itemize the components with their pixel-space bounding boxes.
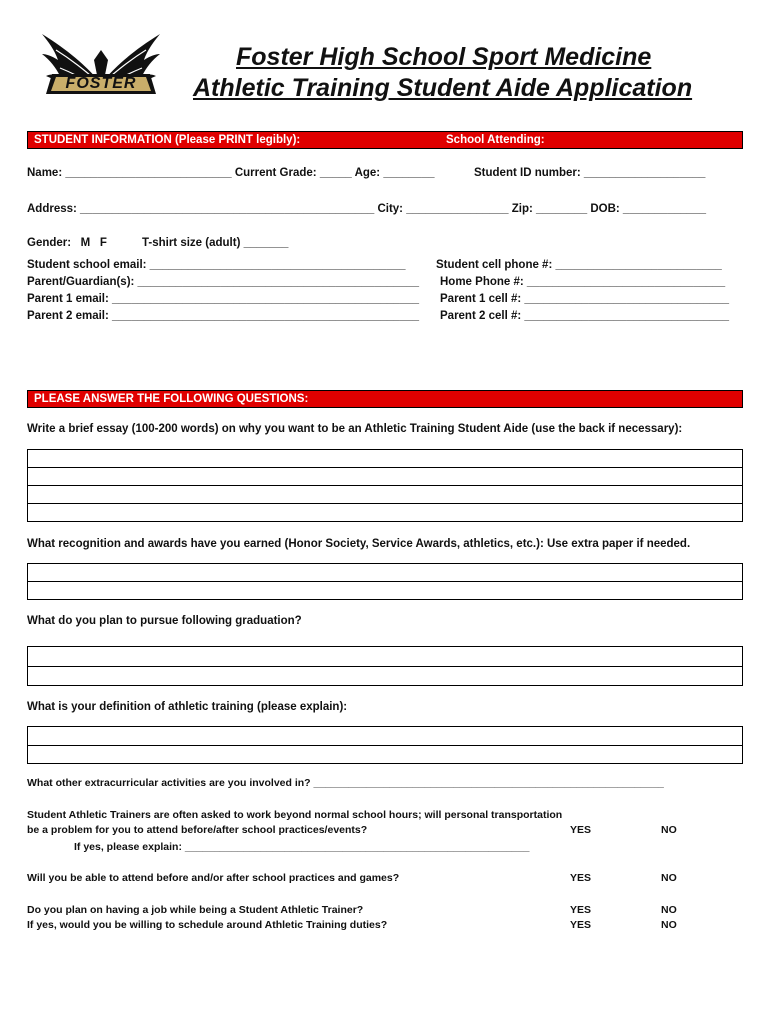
definition-question: What is your definition of athletic training (please explain): [27, 701, 348, 713]
answer-line[interactable] [28, 486, 742, 504]
essay-answer-box[interactable] [27, 449, 743, 522]
recognition-answer-box[interactable] [27, 563, 743, 600]
tshirt-size-field[interactable]: T-shirt size (adult) _______ [142, 237, 289, 249]
plans-question: What do you plan to pursue following graduation? [27, 615, 302, 627]
school-email-field[interactable]: Student school email: ________________________________________ [27, 259, 406, 271]
home-phone-field[interactable]: Home Phone #: _______________________________ [440, 276, 726, 288]
student-info-bar-label: STUDENT INFORMATION (Please PRINT legibly): [34, 134, 301, 146]
student-id-field[interactable]: Student ID number: ___________________ [474, 167, 706, 179]
attend-yes-option[interactable]: YES [570, 872, 592, 884]
schedule-no-option[interactable]: NO [661, 919, 677, 931]
job-question-line2: If yes, would you be willing to schedule around Athletic Training duties? [27, 919, 388, 931]
parent1-cell-field[interactable]: Parent 1 cell #: ________________________________ [440, 293, 730, 305]
job-question-line1: Do you plan on having a job while being a Student Athletic Trainer? [27, 904, 364, 916]
recognition-question: What recognition and awards have you earned (Honor Society, Service Awards, athletics, etc.): Use extra paper if needed. [27, 538, 691, 550]
transport-question-line1: Student Athletic Trainers are often asked to work beyond normal school hours; will personal transportation [27, 809, 563, 821]
questions-bar [27, 390, 743, 408]
address-field[interactable]: Address: ______________________________________________ City: ________________ Zip: ________ DOB: _____________ [27, 203, 707, 215]
job-yes-option[interactable]: YES [570, 904, 592, 916]
student-info-bar [27, 131, 743, 149]
transport-no-option[interactable]: NO [661, 824, 677, 836]
answer-line[interactable] [28, 667, 742, 686]
school-attending-label: School Attending: [446, 134, 545, 146]
transport-explain-field[interactable]: If yes, please explain: ___________________________________________________________ [74, 841, 530, 853]
definition-answer-box[interactable] [27, 726, 743, 764]
parent2-cell-field[interactable]: Parent 2 cell #: ________________________________ [440, 310, 730, 322]
job-no-option[interactable]: NO [661, 904, 677, 916]
plans-answer-box[interactable] [27, 646, 743, 686]
answer-line[interactable] [28, 727, 742, 746]
answer-line[interactable] [28, 647, 742, 667]
answer-line[interactable] [28, 582, 742, 600]
logo-text: FOSTER [65, 75, 137, 92]
parent1-email-field[interactable]: Parent 1 email: ________________________________________________ [27, 293, 420, 305]
answer-line[interactable] [28, 746, 742, 764]
eagle-wings-logo-icon [38, 30, 164, 114]
extracurricular-field[interactable]: What other extracurricular activities are you involved in? ____________________________________________________________ [27, 777, 664, 789]
parent2-email-field[interactable]: Parent 2 email: ________________________________________________ [27, 310, 420, 322]
attend-no-option[interactable]: NO [661, 872, 677, 884]
transport-yes-option[interactable]: YES [570, 824, 592, 836]
schedule-yes-option[interactable]: YES [570, 919, 592, 931]
answer-line[interactable] [28, 504, 742, 522]
cell-phone-field[interactable]: Student cell phone #: __________________________ [436, 259, 722, 271]
answer-line[interactable] [28, 564, 742, 582]
transport-question-line2: be a problem for you to attend before/after school practices/events? [27, 824, 368, 836]
page-title-line1: Foster High School Sport Medicine [236, 43, 652, 71]
foster-logo [38, 30, 164, 114]
guardians-field[interactable]: Parent/Guardian(s): ____________________________________________ [27, 276, 419, 288]
answer-line[interactable] [28, 468, 742, 486]
essay-question: Write a brief essay (100-200 words) on why you want to be an Athletic Training Student Aide (use the back if necessary): [27, 423, 683, 435]
page-title-line2: Athletic Training Student Aide Application [193, 74, 693, 102]
answer-line[interactable] [28, 450, 742, 468]
name-field[interactable]: Name: __________________________ Current Grade: _____ Age: ________ [27, 167, 435, 179]
gender-field[interactable]: Gender: M F [27, 237, 107, 249]
attend-question: Will you be able to attend before and/or after school practices and games? [27, 872, 400, 884]
questions-bar-label: PLEASE ANSWER THE FOLLOWING QUESTIONS: [34, 393, 309, 405]
